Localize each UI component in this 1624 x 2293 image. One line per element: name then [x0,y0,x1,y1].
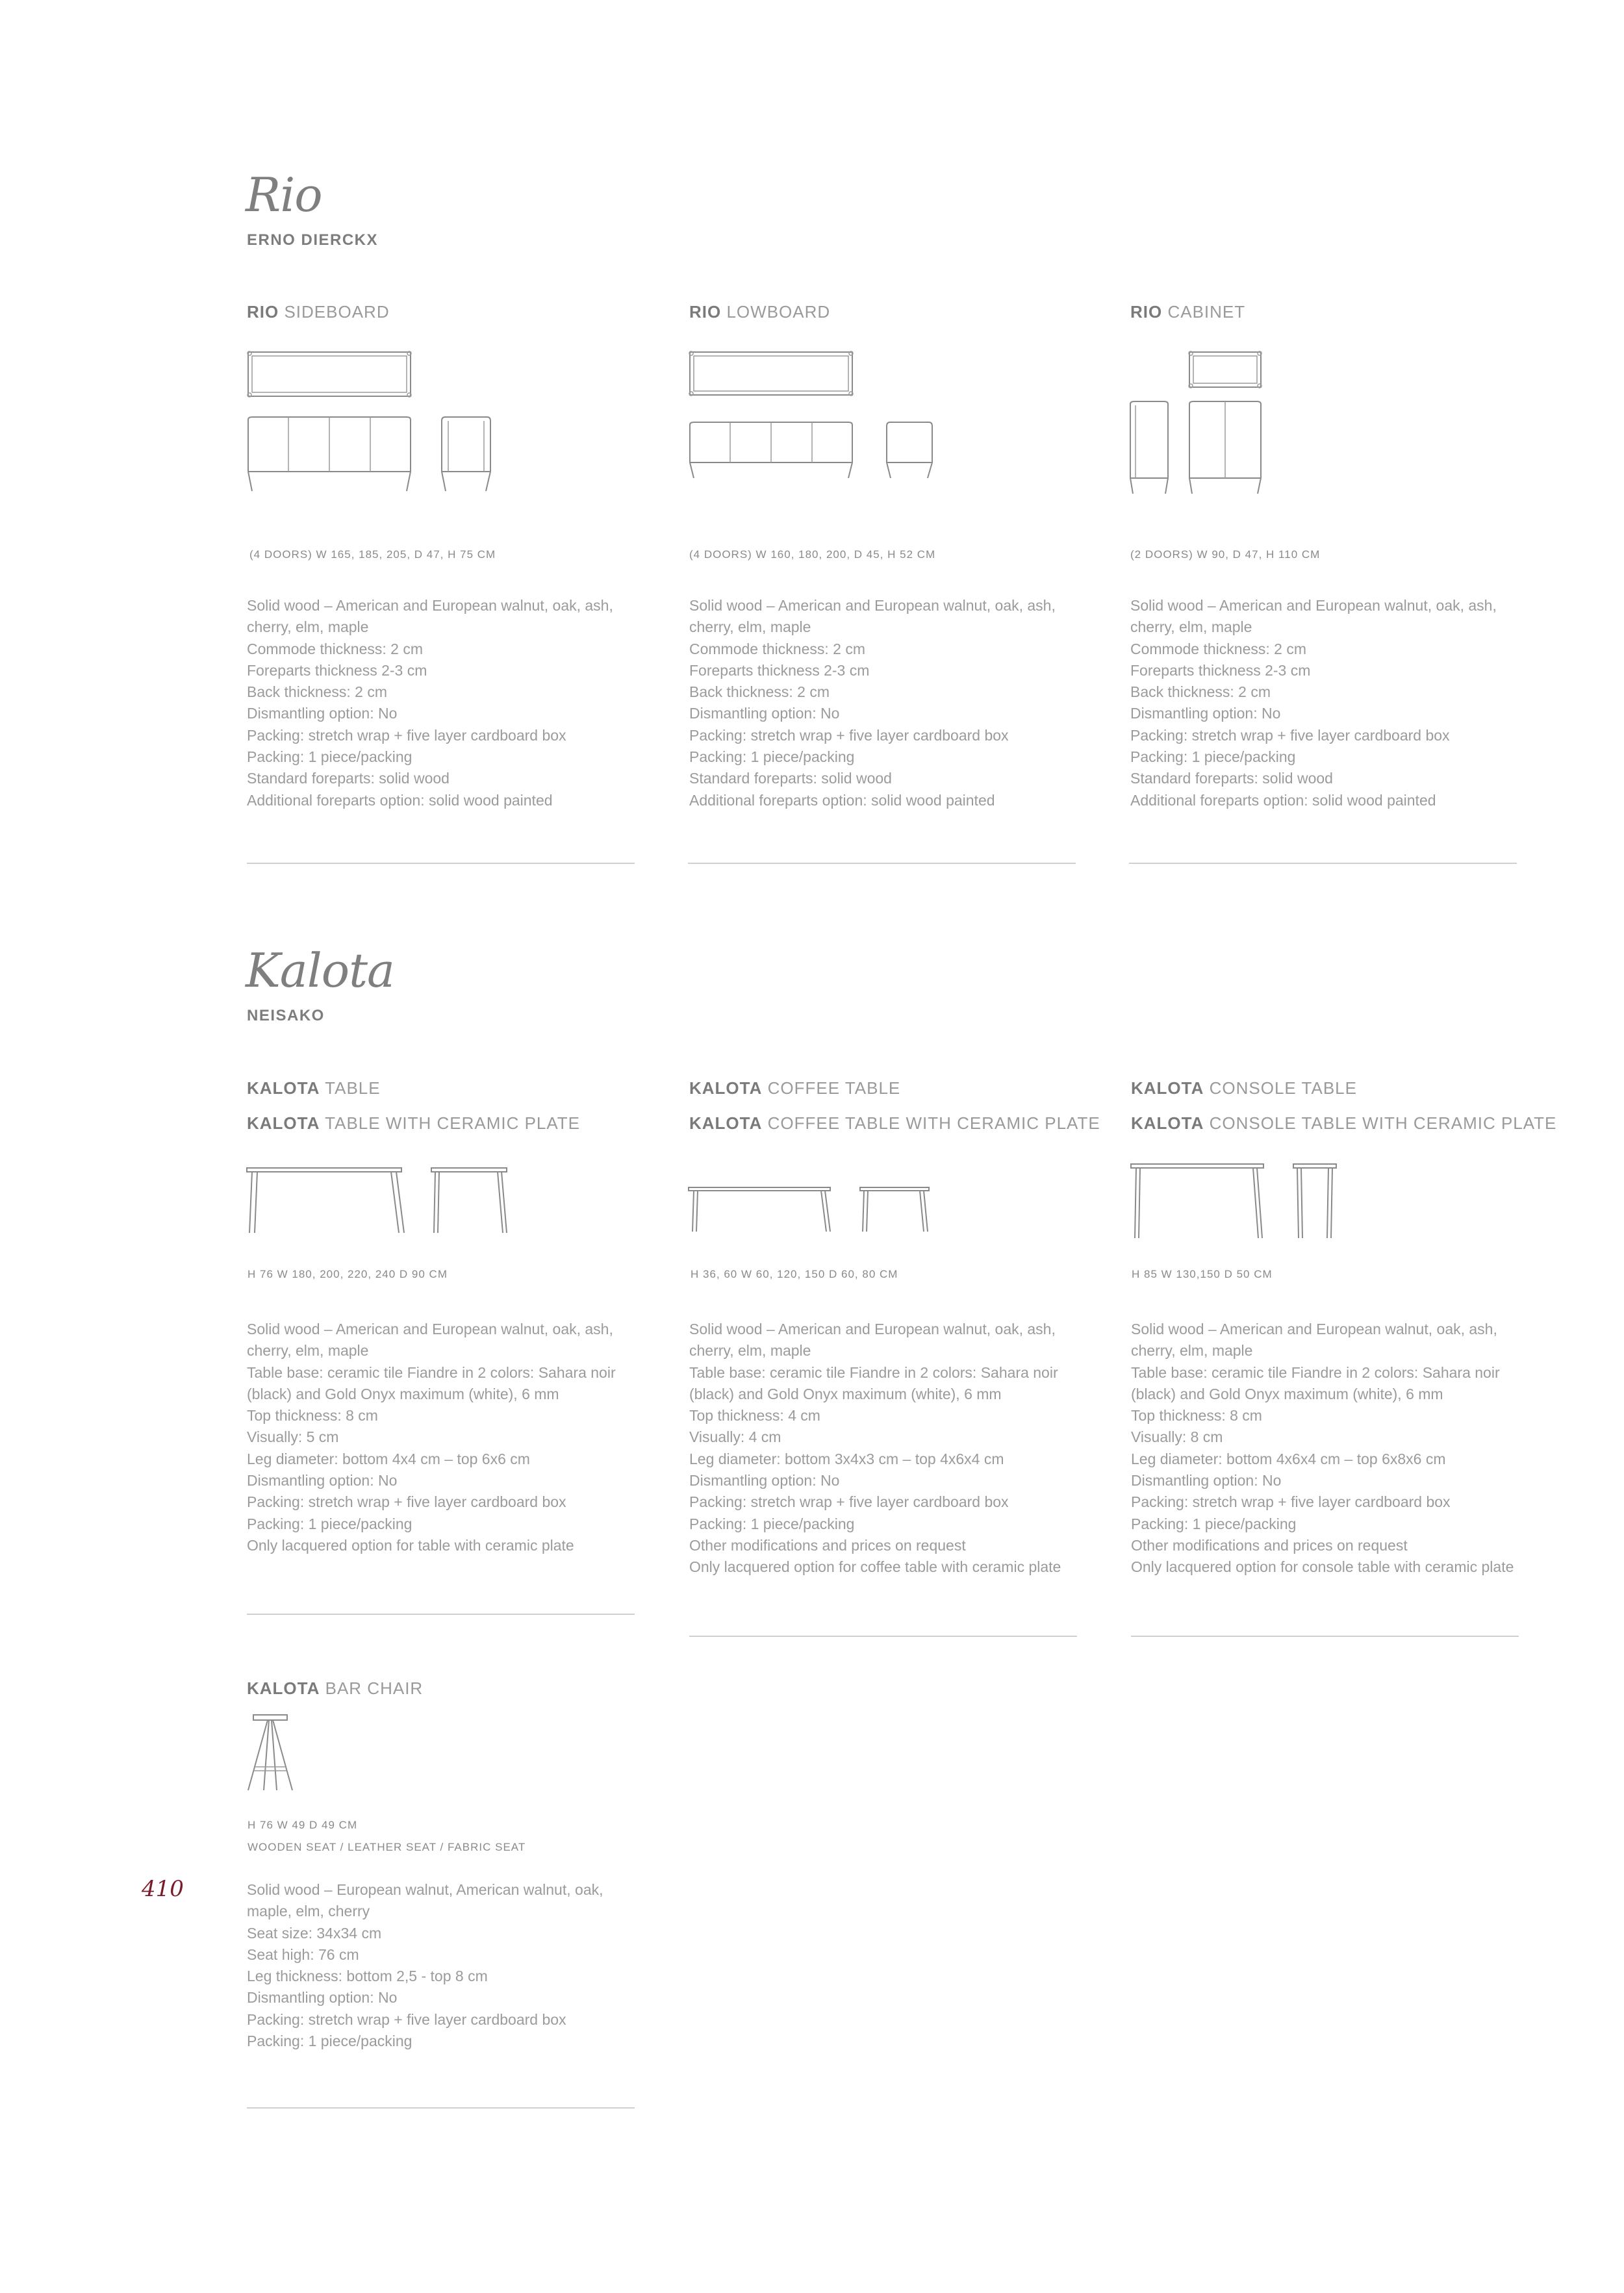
product-specs-rio-cabinet [1130,595,1497,811]
spec-line: Visually: 5 cm [247,1428,339,1446]
spec-line: (black) and Gold Onyx maximum (white), 6 mm [689,1385,1002,1402]
product-brand: KALOTA [689,1078,763,1098]
product-specs-kalota-console-table [1131,1319,1514,1578]
product-name-kalota-coffee-table [689,1078,900,1098]
cabinet-drawing [1128,349,1284,499]
spec-line: Only lacquered option for coffee table with ceramic plate [689,1558,1061,1576]
spec-line: Packing: stretch wrap + five layer cardboard box [247,726,566,744]
product-dimensions: H 36, 60 W 60, 120, 150 D 60, 80 CM [691,1268,898,1280]
product-type: SIDEBOARD [284,302,390,322]
spec-line: Solid wood – American and European walnut, oak, ash, [247,1321,613,1337]
spec-line: Commode thickness: 2 cm [247,640,423,657]
table-drawing [246,1163,518,1241]
spec-line: Commode thickness: 2 cm [1130,640,1306,657]
collection-title-kalota: Kalota [246,943,394,998]
spec-line: Packing: 1 piece/packing [1131,1515,1297,1532]
product-type: COFFEE TABLE [767,1078,901,1098]
spec-line: Back thickness: 2 cm [1130,683,1271,701]
product-brand: KALOTA [1131,1078,1204,1098]
spec-line: Back thickness: 2 cm [247,683,388,701]
product-dimensions: H 76 W 180, 200, 220, 240 D 90 CM [247,1268,448,1280]
spec-line: Packing: stretch wrap + five layer cardboard box [247,2010,566,2028]
spec-line: Solid wood – American and European walnut, oak, ash, [689,597,1056,614]
spec-line: cherry, elm, maple [689,1342,811,1360]
spec-line: (black) and Gold Onyx maximum (white), 6 mm [1131,1385,1443,1402]
spec-line: Table base: ceramic tile Fiandre in 2 colors: Sahara noir [247,1363,616,1381]
spec-line: Solid wood – European walnut, American walnut, oak, [247,1881,603,1898]
spec-line: Packing: 1 piece/packing [689,1515,855,1532]
spec-line: cherry, elm, maple [1130,618,1252,636]
spec-line: Leg diameter: bottom 3x4x3 cm – top 4x6x4 cm [689,1450,1004,1467]
designer-name-rio: ERNO DIERCKX [247,231,379,249]
divider [247,1614,635,1615]
spec-line: Top thickness: 8 cm [1131,1407,1262,1425]
spec-line: Standard foreparts: solid wood [1130,770,1333,787]
product-brand: RIO [1130,302,1163,322]
spec-line: Dismantling option: No [689,1472,840,1489]
divider [689,1636,1077,1637]
product-brand: KALOTA [247,1078,320,1098]
page-number: 410 [142,1876,184,1902]
spec-line: Packing: stretch wrap + five layer cardboard box [247,1493,566,1511]
product-dimensions: H 85 W 130,150 D 50 CM [1132,1268,1273,1280]
product-name-rio-sideboard [247,302,390,322]
product-brand: KALOTA [689,1113,763,1133]
spec-line: Table base: ceramic tile Fiandre in 2 colors: Sahara noir [689,1363,1058,1381]
spec-line: Packing: stretch wrap + five layer cardboard box [1131,1493,1451,1511]
spec-line: Dismantling option: No [1131,1472,1282,1489]
product-type: BAR CHAIR [325,1679,424,1698]
spec-line: Commode thickness: 2 cm [689,640,865,657]
sideboard-drawing [247,349,507,499]
spec-line: Solid wood – American and European walnut, oak, ash, [1131,1321,1497,1337]
spec-line: Leg diameter: bottom 4x4 cm – top 6x6 cm [247,1450,530,1467]
spec-line: Only lacquered option for table with ceramic plate [247,1536,574,1554]
spec-line: maple, elm, cherry [247,1903,370,1920]
product-brand: RIO [689,302,722,322]
product-name-kalota-bar-chair [247,1679,423,1699]
spec-line: Table base: ceramic tile Fiandre in 2 colors: Sahara noir [1131,1363,1500,1381]
console-table-drawing [1130,1159,1344,1243]
spec-line: Leg thickness: bottom 2,5 - top 8 cm [247,1968,488,1985]
spec-line: Foreparts thickness 2-3 cm [247,661,427,679]
spec-line: Visually: 8 cm [1131,1428,1223,1446]
spec-line: Top thickness: 8 cm [247,1407,378,1425]
bar-chair-drawing [246,1712,304,1797]
product-dimensions: (4 DOORS) W 165, 185, 205, D 47, H 75 CM [249,548,496,561]
spec-line: Foreparts thickness 2-3 cm [1130,661,1311,679]
product-seat-options: WOODEN SEAT / LEATHER SEAT / FABRIC SEAT [247,1841,526,1853]
spec-line: Packing: stretch wrap + five layer cardboard box [1130,726,1450,744]
product-type: TABLE WITH CERAMIC PLATE [325,1113,581,1133]
divider [1129,863,1517,864]
spec-line: Solid wood – American and European walnut, oak, ash, [1130,597,1497,614]
product-dimensions: (2 DOORS) W 90, D 47, H 110 CM [1130,548,1321,561]
spec-line: cherry, elm, maple [689,618,811,636]
spec-line: cherry, elm, maple [247,618,369,636]
spec-line: Packing: 1 piece/packing [247,2033,412,2050]
spec-line: Foreparts thickness 2-3 cm [689,661,870,679]
product-dimensions: H 76 W 49 D 49 CM [247,1819,358,1831]
divider [247,2107,635,2109]
product-brand: KALOTA [1131,1113,1204,1133]
divider [1131,1636,1519,1637]
spec-line: Standard foreparts: solid wood [247,770,450,787]
product-name-kalota-table-ceramic [247,1113,580,1134]
spec-line: Leg diameter: bottom 4x6x4 cm – top 6x8x6 cm [1131,1450,1446,1467]
product-name-kalota-table [247,1078,381,1098]
spec-line: Top thickness: 4 cm [689,1407,820,1425]
coffee-table-drawing [687,1182,947,1241]
product-specs-kalota-bar-chair [247,1879,603,2052]
product-name-rio-lowboard [689,302,830,322]
spec-line: Packing: 1 piece/packing [1130,748,1296,766]
spec-line: Dismantling option: No [247,1472,398,1489]
spec-line: (black) and Gold Onyx maximum (white), 6 mm [247,1385,559,1402]
spec-line: Additional foreparts option: solid wood painted [1130,791,1436,809]
product-specs-kalota-table [247,1319,616,1556]
collection-title-rio: Rio [246,168,322,222]
spec-line: cherry, elm, maple [247,1342,369,1360]
spec-line: Other modifications and prices on request [1131,1536,1408,1554]
divider [688,863,1076,864]
product-brand: RIO [247,302,279,322]
spec-line: Dismantling option: No [1130,705,1281,722]
product-name-rio-cabinet [1130,302,1245,322]
spec-line: Packing: 1 piece/packing [247,748,412,766]
product-name-kalota-coffee-table-ceramic [689,1113,1100,1134]
product-type: COFFEE TABLE WITH CERAMIC PLATE [767,1113,1100,1133]
product-specs-rio-sideboard [247,595,613,811]
spec-line: Solid wood – American and European walnut, oak, ash, [247,597,613,614]
spec-line: Packing: stretch wrap + five layer cardboard box [689,1493,1009,1511]
product-type: CONSOLE TABLE [1209,1078,1357,1098]
product-dimensions: (4 DOORS) W 160, 180, 200, D 45, H 52 CM [689,548,936,561]
divider [247,863,635,864]
lowboard-drawing [689,349,948,499]
spec-line: cherry, elm, maple [1131,1342,1253,1360]
spec-line: Other modifications and prices on request [689,1536,966,1554]
spec-line: Back thickness: 2 cm [689,683,830,701]
product-name-kalota-console-table-ceramic [1131,1113,1556,1134]
spec-line: Dismantling option: No [247,705,398,722]
product-specs-kalota-coffee-table [689,1319,1061,1578]
spec-line: Visually: 4 cm [689,1428,781,1446]
spec-line: Only lacquered option for console table with ceramic plate [1131,1558,1514,1576]
product-type: TABLE [325,1078,381,1098]
product-brand: KALOTA [247,1113,320,1133]
spec-line: Packing: stretch wrap + five layer cardboard box [689,726,1009,744]
spec-line: Solid wood – American and European walnut, oak, ash, [689,1321,1056,1337]
spec-line: Packing: 1 piece/packing [247,1515,412,1532]
product-name-kalota-console-table [1131,1078,1357,1098]
product-type: LOWBOARD [726,302,831,322]
spec-line: Seat size: 34x34 cm [247,1924,382,1942]
spec-line: Seat high: 76 cm [247,1945,359,1963]
spec-line: Dismantling option: No [689,705,840,722]
product-type: CABINET [1167,302,1246,322]
spec-line: Packing: 1 piece/packing [689,748,855,766]
designer-name-kalota: NEISAKO [247,1007,325,1024]
spec-line: Additional foreparts option: solid wood painted [247,791,553,809]
spec-line: Standard foreparts: solid wood [689,770,892,787]
product-type: CONSOLE TABLE WITH CERAMIC PLATE [1209,1113,1557,1133]
product-brand: KALOTA [247,1679,320,1698]
spec-line: Dismantling option: No [247,1989,398,2007]
spec-line: Additional foreparts option: solid wood painted [689,791,995,809]
product-specs-rio-lowboard [689,595,1056,811]
